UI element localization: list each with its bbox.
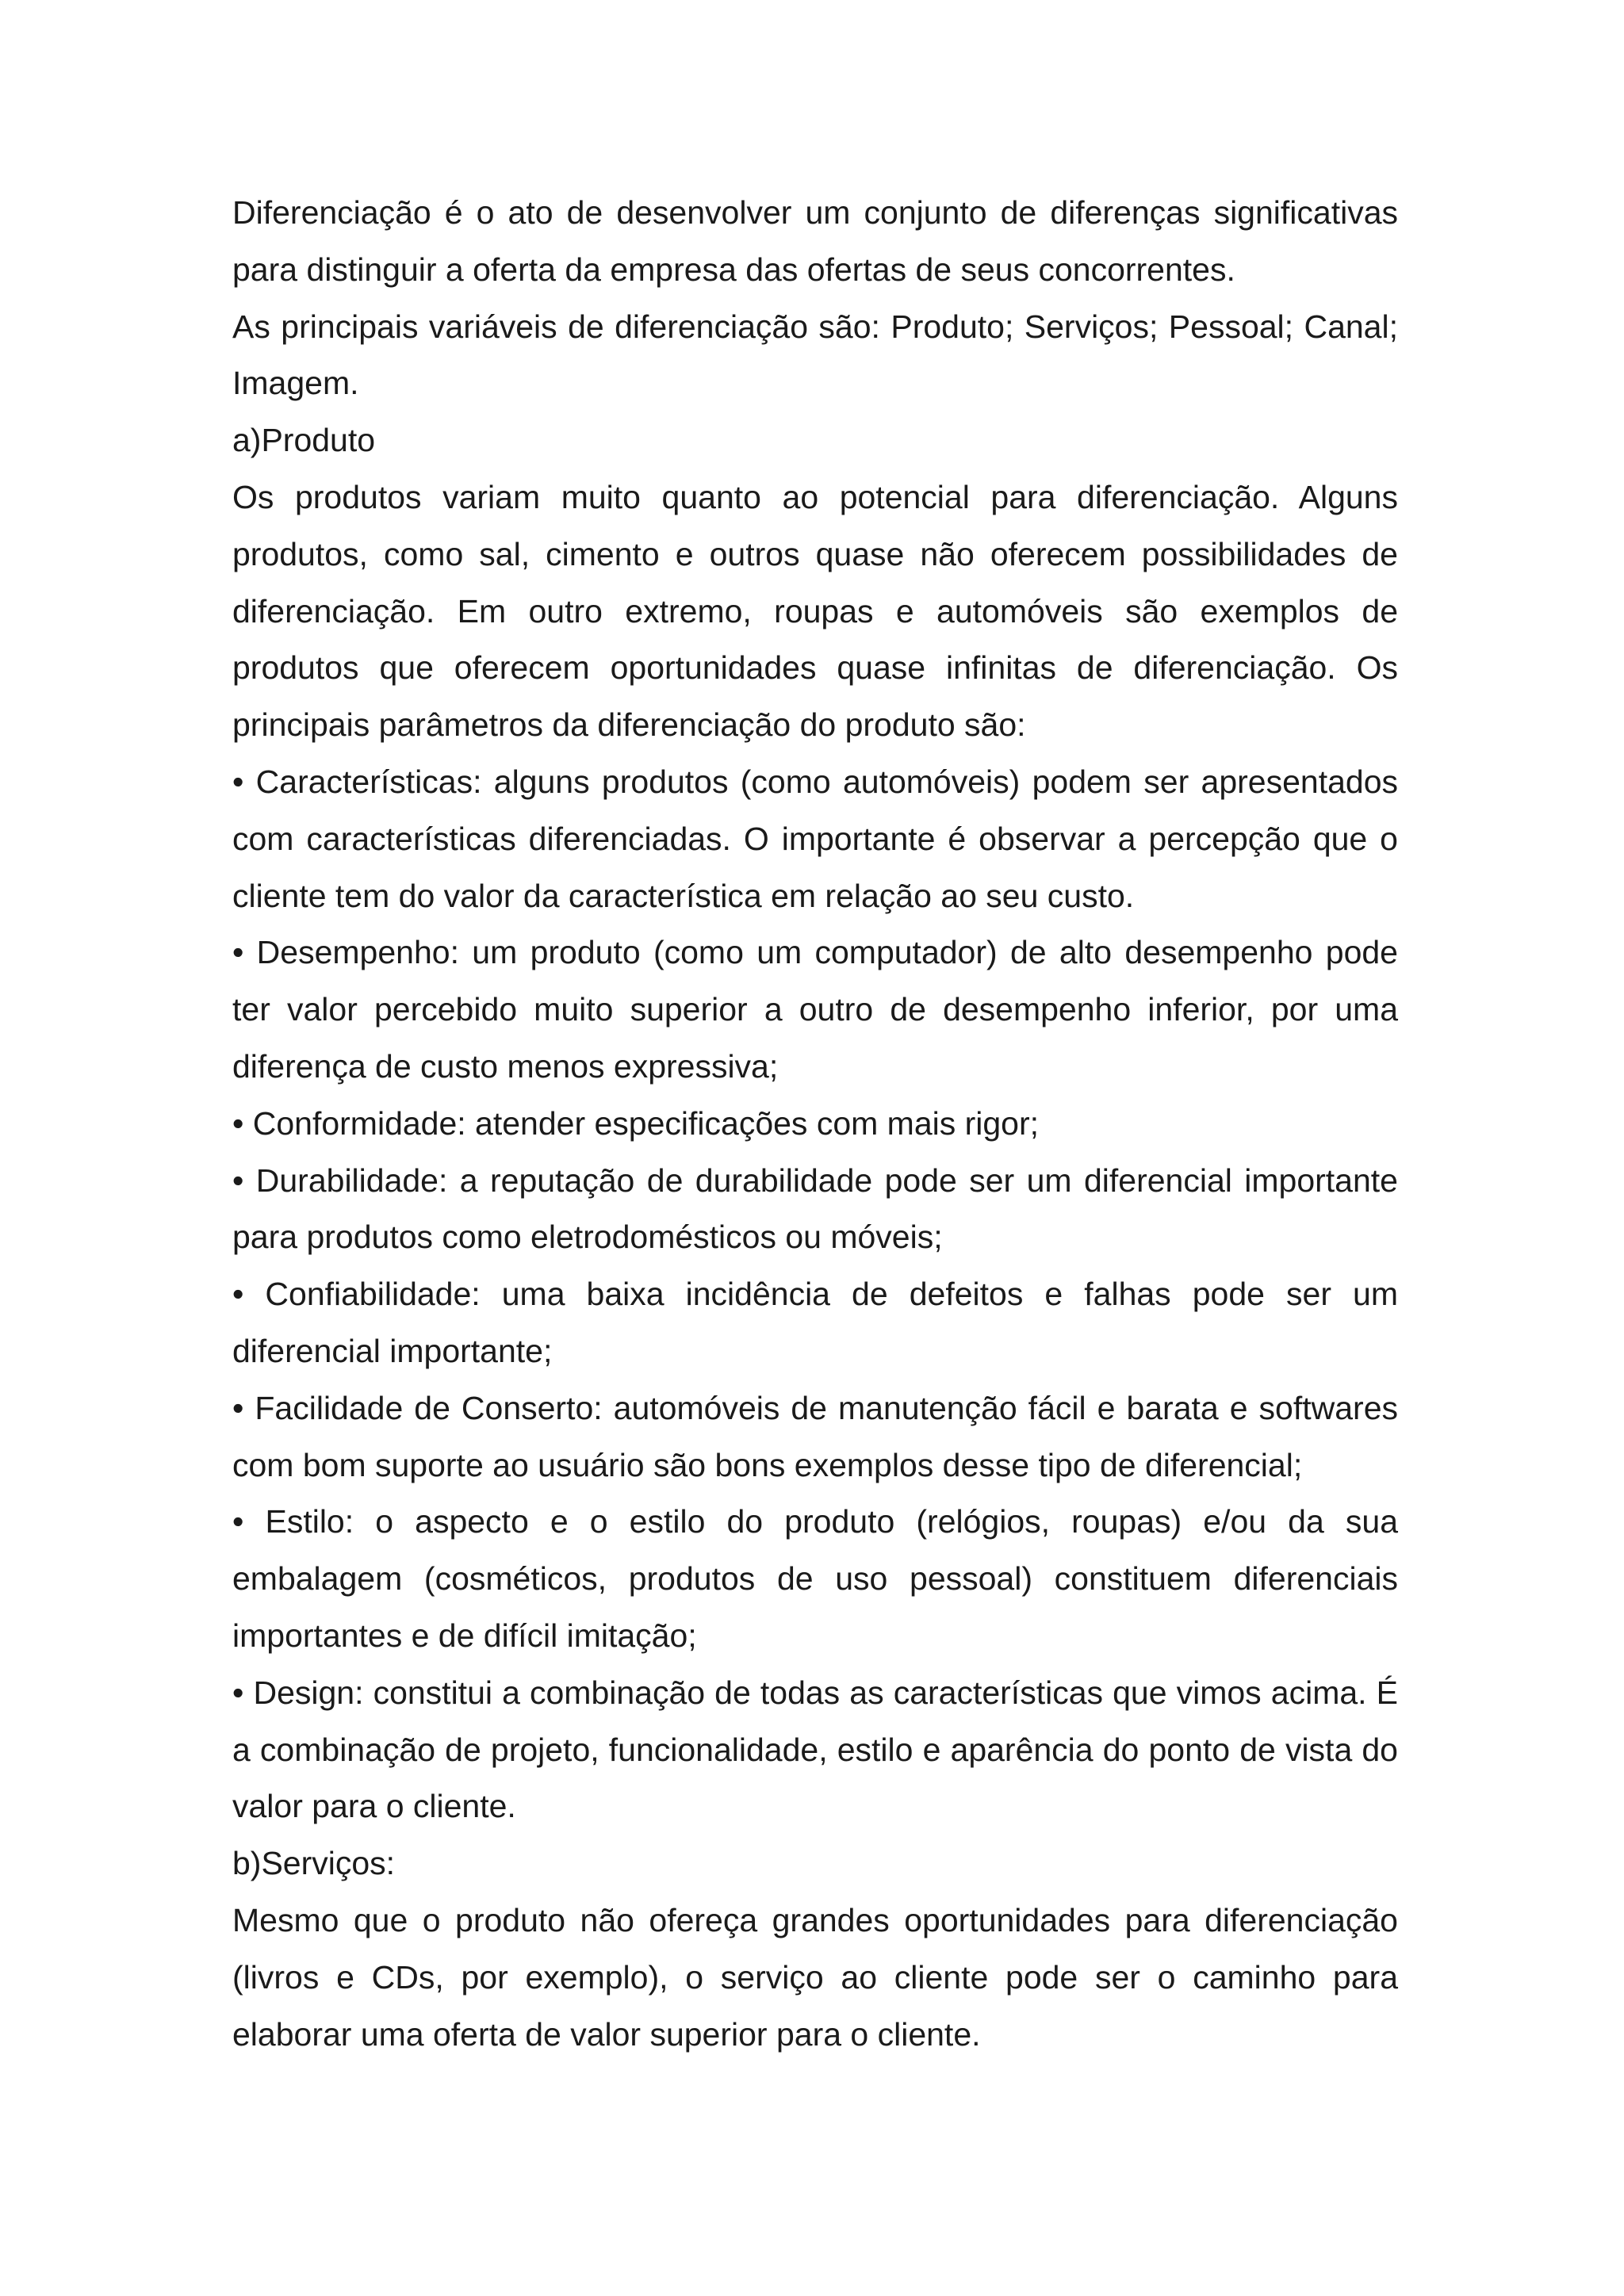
variables-paragraph: As principais variáveis de diferenciação são: Produto; Serviços; Pessoal; Canal; Imagem. (232, 308, 1398, 402)
bullet-durabilidade: • Durabilidade: a reputação de durabilidade pode ser um diferencial importante para produtos como eletrodomésticos ou móveis; (232, 1161, 1398, 1256)
bullet-confiabilidade: • Confiabilidade: uma baixa incidência de defeitos e falhas pode ser um diferencial importante; (232, 1276, 1398, 1369)
bullet-conformidade: • Conformidade: atender especificações com mais rigor; (232, 1104, 1040, 1142)
intro-paragraph: Diferenciação é o ato de desenvolver um conjunto de diferenças significativas para distinguir a oferta da empresa das ofertas de seus concorrentes. (232, 194, 1398, 288)
bullet-facilidade-conserto: • Facilidade de Conserto: automóveis de manutenção fácil e barata e softwares com bom suporte ao usuário são bons exemplos desse tipo de diferencial; (232, 1389, 1398, 1483)
bullet-desempenho: • Desempenho: um produto (como um computador) de alto desempenho pode ter valor percebido muito superior a outro de desempenho inferior, por uma diferença de custo menos expressiva; (232, 934, 1398, 1085)
document-page (232, 185, 1398, 2063)
bullet-estilo: • Estilo: o aspecto e o estilo do produto (relógios, roupas) e/ou da sua embalagem (cosméticos, produtos de uso pessoal) constituem diferenciais importantes e de difícil imitação; (232, 1503, 1398, 1654)
section-heading-produto: a)Produto (232, 422, 376, 459)
bullet-design: • Design: constitui a combinação de todas as características que vimos acima. É a combinação de projeto, funcionalidade, estilo e aparência do ponto de vista do valor para o cliente. (232, 1674, 1398, 1825)
produto-paragraph: Os produtos variam muito quanto ao potencial para diferenciação. Alguns produtos, como sal, cimento e outros quase não oferecem possibilidades de diferenciação. Em outro extremo, roupas e automóveis são exemplos de produtos que oferecem oportunidades quase infinitas de diferenciação. Os principais parâmetros da diferenciação do produto são: (232, 478, 1398, 744)
section-heading-servicos: b)Serviços: (232, 1845, 396, 1882)
servicos-paragraph: Mesmo que o produto não ofereça grandes oportunidades para diferenciação (livros e CDs, por exemplo), o serviço ao cliente pode ser o caminho para elaborar uma oferta de valor superior para o cliente. (232, 1901, 1398, 2053)
bullet-caracteristicas: • Características: alguns produtos (como automóveis) podem ser apresentados com características diferenciadas. O importante é observar a percepção que o cliente tem do valor da característica em relação ao seu custo. (232, 763, 1398, 914)
